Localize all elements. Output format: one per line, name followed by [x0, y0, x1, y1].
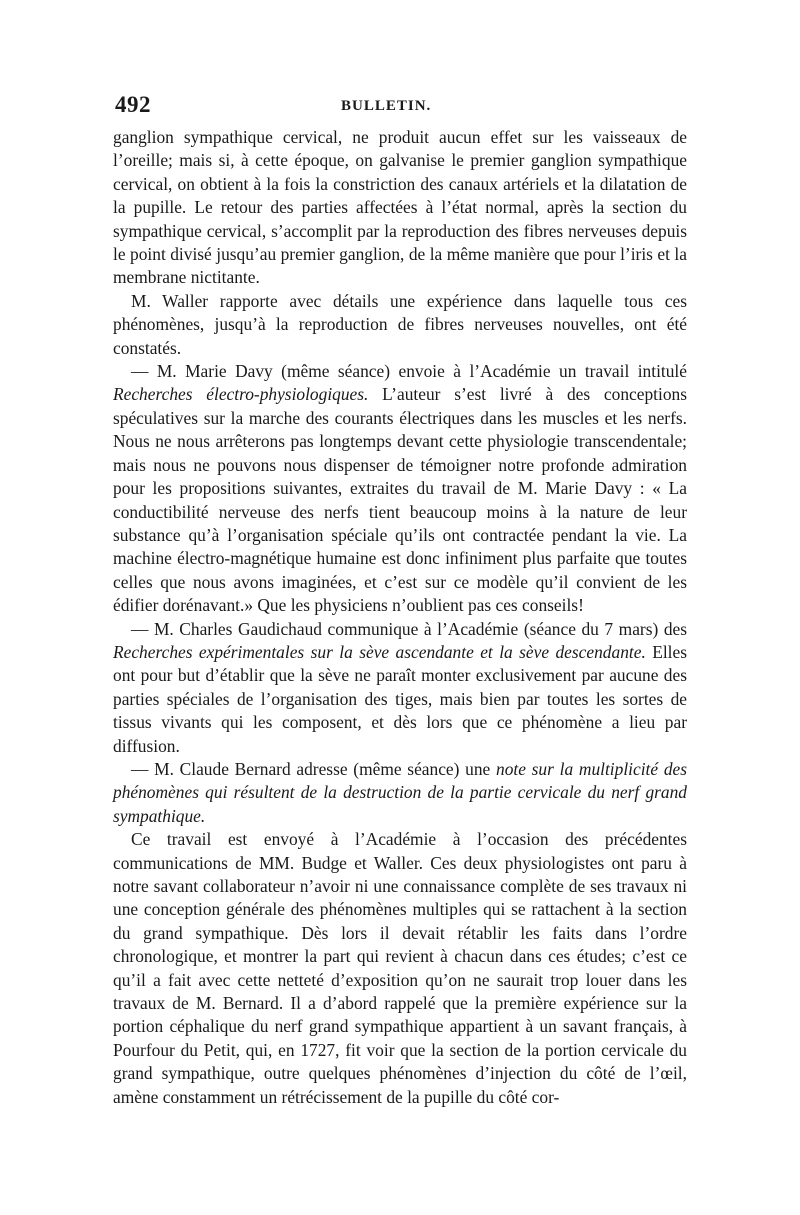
page-number: 492	[115, 92, 151, 117]
paragraph-5-title: note sur la multiplicité des phénomènes qui résultent de la destruction de la partie cervicale du nerf grand sympathique.	[113, 758, 688, 826]
body-text	[113, 126, 687, 1109]
paragraph-1: ganglion sympathique cervical, ne produit aucun effet sur les vaisseaux de l’oreille; mais si, à cette époque, on galvanise le premier ganglion sympathique cervical, on obtient à la fois la constriction des canaux artériels et la dilatation de la pupille. Le retour des parties affectées à l’état normal, après la section du sympathique cervical, s’accomplit par la reproduction des fibres nerveuses depuis le point divisé jusqu’au premier ganglion, de la même manière que pour l’iris et la membrane nictitante.	[113, 127, 687, 288]
paragraph-4	[113, 618, 687, 758]
paragraph-5-text-before: — M. Claude Bernard adresse (même séance) une	[131, 758, 496, 779]
paragraph-3	[113, 360, 687, 617]
paragraph-6: Ce travail est envoyé à l’Académie à l’occasion des précédentes communications de MM. Budge et Waller. Ces deux physiologistes ont paru à notre savant collaborateur n’avoir ni une connaissance complète de ses travaux ni une conception générale des phénomènes multiples qui se rattachent à la section du grand sympathique. Dès lors il devait rétablir les faits dans l’ordre chronologique, et montrer la part qui revient à chacun dans ces études; c’est ce qu’il a fait avec cette netteté d’exposition qu’on ne saurait trop louer dans les travaux de M. Bernard. Il a d’abord rappelé que la première expérience sur la portion céphalique du nerf grand sympathique appartient à un savant français, à Pourfour du Petit, qui, en 1727, fit voir que la section de la portion cervicale du grand sympathique, outre quelques phénomènes d’injection du côté de l’œil, amène constamment un rétrécissement de la pupille du côté cor-	[113, 829, 687, 1107]
paragraph-5	[113, 758, 687, 828]
paragraph-4-title: Recherches expérimentales sur la sève ascendante et la sève descendante.	[113, 641, 646, 662]
paragraph-3-text-before: — M. Marie Davy (même séance) envoie à l’Académie un travail intitulé	[131, 361, 687, 382]
paragraph-3-text-after: L’auteur s’est livré à des conceptions spéculatives sur la marche des courants électriques dans les muscles et les nerfs. Nous ne nous arrêterons pas longtemps devant cette physiologie transcendentale; mais nous ne pouvons nous dispenser de témoigner notre profonde admiration pour les propositions suivantes, extraites du travail de M. Marie Davy : « La conductibilité nerveuse des nerfs tient beaucoup moins à la nature de leur substance qu’à l’organisation spéciale qu’ils ont contractée pendant la vie. La machine électro-magnétique humaine est donc infiniment plus parfaite que toutes celles que nous avons imaginées, et c’est sur ce modèle qu’il convient de les édifier dorénavant.» Que les physiciens n’oublient pas ces conseils!	[113, 384, 687, 616]
running-head: BULLETIN.	[341, 98, 432, 114]
page-header	[113, 92, 687, 126]
paragraph-3-title: Recherches électro-physiologiques.	[113, 384, 369, 405]
book-page	[113, 92, 687, 1109]
paragraph-2: M. Waller rapporte avec détails une expérience dans laquelle tous ces phénomènes, jusqu’à la reproduction de fibres nerveuses nouvelles, ont été constatés.	[113, 290, 687, 358]
paragraph-4-text-after: Elles ont pour but d’établir que la sève ne paraît monter exclusivement par aucune des parties spéciales de l’organisation des tiges, mais bien par toutes les sortes de tissus vivants qui les composent, et dès lors que ce phénomène a lieu par diffusion.	[113, 641, 687, 756]
paragraph-4-text-before: — M. Charles Gaudichaud communique à l’Académie (séance du 7 mars) des	[131, 618, 687, 639]
